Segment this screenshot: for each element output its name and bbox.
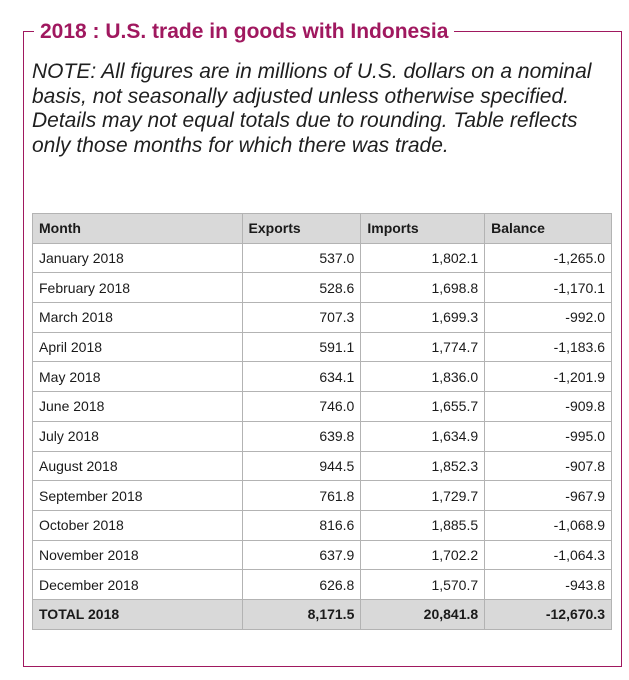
cell-imports: 1,729.7 (361, 481, 485, 511)
cell-balance: -995.0 (485, 421, 612, 451)
cell-month: March 2018 (33, 303, 243, 333)
table-row (33, 481, 612, 511)
cell-month: February 2018 (33, 273, 243, 303)
cell-exports: 537.0 (242, 243, 361, 273)
table-row (33, 303, 612, 333)
cell-imports: 1,702.2 (361, 540, 485, 570)
table-row (33, 273, 612, 303)
cell-exports: 761.8 (242, 481, 361, 511)
cell-month: December 2018 (33, 570, 243, 600)
cell-month: April 2018 (33, 332, 243, 362)
cell-month: May 2018 (33, 362, 243, 392)
table-row (33, 570, 612, 600)
table-row (33, 243, 612, 273)
cell-balance: -967.9 (485, 481, 612, 511)
cell-imports: 1,802.1 (361, 243, 485, 273)
cell-exports: 746.0 (242, 392, 361, 422)
cell-month: October 2018 (33, 510, 243, 540)
cell-balance: -1,265.0 (485, 243, 612, 273)
total-label: TOTAL 2018 (33, 599, 243, 629)
cell-exports: 626.8 (242, 570, 361, 600)
header-exports: Exports (242, 214, 361, 244)
table-header-row (33, 214, 612, 244)
table-row (33, 540, 612, 570)
cell-exports: 707.3 (242, 303, 361, 333)
cell-imports: 1,774.7 (361, 332, 485, 362)
total-balance: -12,670.3 (485, 599, 612, 629)
cell-month: July 2018 (33, 421, 243, 451)
cell-month: January 2018 (33, 243, 243, 273)
header-balance: Balance (485, 214, 612, 244)
cell-balance: -1,068.9 (485, 510, 612, 540)
cell-exports: 528.6 (242, 273, 361, 303)
cell-balance: -1,064.3 (485, 540, 612, 570)
cell-month: September 2018 (33, 481, 243, 511)
cell-exports: 639.8 (242, 421, 361, 451)
cell-exports: 944.5 (242, 451, 361, 481)
cell-balance: -907.8 (485, 451, 612, 481)
total-imports: 20,841.8 (361, 599, 485, 629)
cell-month: November 2018 (33, 540, 243, 570)
cell-balance: -1,170.1 (485, 273, 612, 303)
table-row (33, 451, 612, 481)
total-row (33, 599, 612, 629)
trade-table (32, 213, 612, 630)
cell-imports: 1,852.3 (361, 451, 485, 481)
cell-imports: 1,885.5 (361, 510, 485, 540)
cell-balance: -909.8 (485, 392, 612, 422)
cell-balance: -1,201.9 (485, 362, 612, 392)
header-imports: Imports (361, 214, 485, 244)
table-row (33, 421, 612, 451)
cell-imports: 1,570.7 (361, 570, 485, 600)
cell-imports: 1,699.3 (361, 303, 485, 333)
cell-month: August 2018 (33, 451, 243, 481)
cell-exports: 591.1 (242, 332, 361, 362)
page-title: 2018 : U.S. trade in goods with Indonesia (34, 18, 454, 46)
cell-balance: -943.8 (485, 570, 612, 600)
table-row (33, 392, 612, 422)
cell-exports: 816.6 (242, 510, 361, 540)
table-row (33, 332, 612, 362)
table-row (33, 362, 612, 392)
header-month: Month (33, 214, 243, 244)
cell-imports: 1,634.9 (361, 421, 485, 451)
cell-imports: 1,655.7 (361, 392, 485, 422)
cell-imports: 1,698.8 (361, 273, 485, 303)
table-row (33, 510, 612, 540)
note-text: NOTE: All figures are in millions of U.S. dollars on a nominal basis, not seasonally adjusted unless otherwise specified. Details may not equal totals due to rounding. Table reflects only those months for which there was trade. (32, 60, 592, 157)
cell-imports: 1,836.0 (361, 362, 485, 392)
cell-balance: -992.0 (485, 303, 612, 333)
cell-month: June 2018 (33, 392, 243, 422)
cell-balance: -1,183.6 (485, 332, 612, 362)
total-exports: 8,171.5 (242, 599, 361, 629)
cell-exports: 634.1 (242, 362, 361, 392)
cell-exports: 637.9 (242, 540, 361, 570)
